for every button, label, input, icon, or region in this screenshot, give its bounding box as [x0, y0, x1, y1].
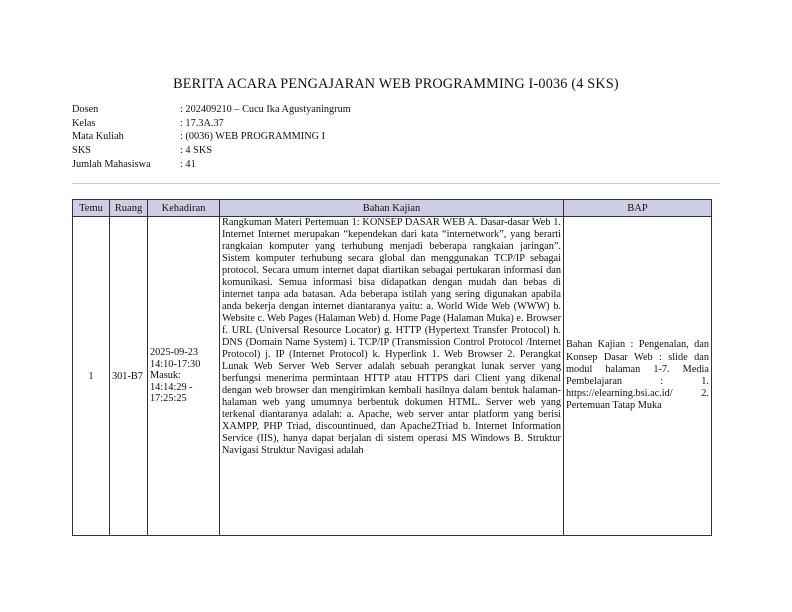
info-label: SKS: [72, 145, 91, 157]
separator-line: [72, 183, 720, 184]
bahan-kajian-text: Rangkuman Materi Pertemuan 1: KONSEP DASAR WEB A. Dasar-dasar Web 1. Internet Internet merupakan “kependekan dari kata “internetwork”, yang berarti rangkaian komputer yang terhubung menjadi beberapa rangkaian jaringan”. Sistem komputer terhubung secara global dan menggunakan TCP/IP sebagai protocol. Secara umum internet dapat diartikan sebagai pertukaran informasi dan komunikasi. Semua informasi bisa didapatkan dengan mudah dan bebas di internet tanpa ada batasan. Ada beberapa istilah yang sering digunakan apabila anda bekerja dengan internet diantaranya yaitu: a. World Wide Web (WWW) b. Website c. Web Pages (Halaman Web) d. Home Page (Halaman Muka) e. Browser f. URL (Universal Resource Locator) g. HTTP (Hypertext Transfer Protocol) h. DNS (Domain Name System) i. TCP/IP (Transmission Control Protocol /Internet Protocol) j. IP (Internet Protocol) k. Hyperlink 1. Web Browser 2. Perangkat Lunak Web Server Web Server adalah sebuah perangkat lunak server yang berfungsi menerima permintaan HTTP atau HTTPS dari Client yang dikenal dengan web browser dan mengirimkan kembali hasilnya dalam bentuk halaman-halaman web yang umumnya berbentuk dokumen HTML. Server web yang terkenal diantaranya adalah: a. Apache, web server antar platform yang berisi XAMPP, PHP Triad, discountinued, dan Apache2Triad b. Internet Information Service (IIS), hanya dapat berjalan di sistem operasi MS Windows B. Struktur Navigasi Struktur Navigasi adalah: [222, 217, 561, 456]
info-value: : 202409210 – Cucu Ika Agustyaningrum: [180, 104, 351, 115]
info-value: : 41: [180, 158, 196, 170]
info-row-dosen: [72, 103, 351, 117]
kehadiran-schedule: 14:10-17:30: [150, 358, 201, 370]
kehadiran-masuk-start: 14:14:29 -: [150, 381, 193, 393]
header-bahan-kajian: Bahan Kajian: [220, 200, 564, 217]
info-value: : 17.3A.37: [180, 117, 224, 129]
cell-bap: Bahan Kajian : Pengenalan, dan Konsep Dasar Web : slide dan modul halaman 1-7. Media Pembelajaran : 1. https://elearning.bsi.ac.id/ 2. Pertemuan Tatap Muka: [564, 217, 712, 536]
cell-kehadiran: [148, 217, 220, 536]
header-temu: Temu: [73, 200, 110, 217]
info-row-mata-kuliah: [72, 130, 351, 144]
cell-ruang: 301-B7: [110, 217, 148, 536]
info-row-kelas: [72, 117, 351, 131]
info-value: : (0036) WEB PROGRAMMING I: [180, 131, 326, 143]
document-title: BERITA ACARA PENGAJARAN WEB PROGRAMMING I-0036 (4 SKS): [173, 76, 619, 92]
course-info: [72, 103, 351, 172]
header-bap: BAP: [564, 200, 712, 217]
info-label: Dosen: [72, 104, 99, 115]
table-header-row: [73, 200, 712, 217]
cell-bahan-kajian: [220, 217, 564, 536]
header-kehadiran: Kehadiran: [148, 200, 220, 217]
kehadiran-date: 2025-09-23: [150, 347, 199, 359]
info-label: Kelas: [72, 117, 96, 129]
info-row-sks: [72, 144, 351, 158]
info-label: Mata Kuliah: [72, 131, 124, 143]
header-ruang: Ruang: [110, 200, 148, 217]
info-label: Jumlah Mahasiswa: [72, 158, 151, 170]
info-row-jumlah-mahasiswa: [72, 158, 351, 172]
attendance-table: [72, 199, 712, 536]
kehadiran-masuk-end: 17:25:25: [150, 393, 187, 405]
cell-temu: 1: [73, 217, 110, 536]
kehadiran-masuk-label: Masuk:: [150, 370, 181, 382]
info-value: : 4 SKS: [180, 145, 213, 157]
table-row: [73, 217, 712, 536]
